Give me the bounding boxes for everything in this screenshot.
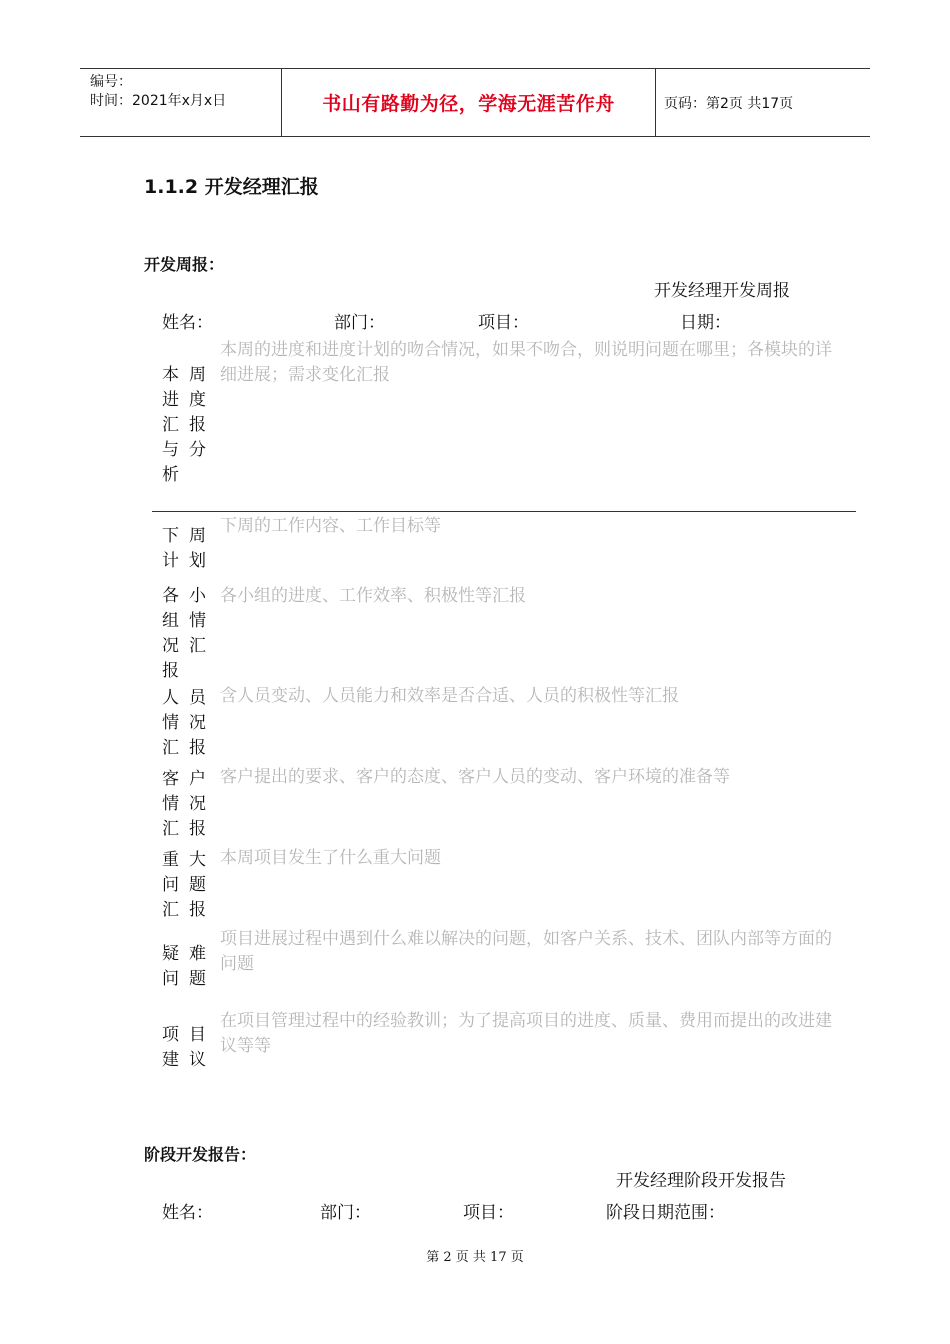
time-label: 时间：2021年x月x日: [90, 93, 227, 109]
row-label-customer: 客户情况汇报: [162, 769, 206, 839]
page-footer: 第 2 页 共 17 页: [426, 1250, 524, 1265]
header-divider: [655, 69, 656, 136]
row-hint-groups: 各小组的进度、工作效率、积极性等汇报: [220, 586, 526, 606]
serial-label: 编号：: [90, 74, 132, 90]
page-header: [80, 68, 870, 137]
header-meta: [90, 73, 226, 111]
weekly-dept-field: 部门：: [334, 313, 385, 333]
row-hint-progress: 本周的进度和进度计划的吻合情况，如果不吻合，则说明问题在哪里；各模块的详细进展；需求变化汇报: [220, 340, 832, 385]
section-title: 1.1.2 开发经理汇报: [144, 176, 319, 198]
row-hint-customer: 客户提出的要求、客户的态度、客户人员的变动、客户环境的准备等: [220, 767, 730, 787]
header-page-info: 页码：第2页 共17页: [664, 96, 794, 112]
row-label-groups: 各小组情况汇报: [162, 586, 206, 681]
row-hint-major-issues: 本周项目发生了什么重大问题: [220, 848, 441, 868]
stage-project-field: 项目：: [463, 1203, 514, 1223]
stage-dept-field: 部门：: [320, 1203, 371, 1223]
weekly-heading: 开发周报：: [144, 255, 225, 274]
weekly-name-field: 姓名：: [162, 313, 213, 333]
row-label-suggestions: 项目建议: [162, 1025, 206, 1070]
row-hint-staff: 含人员变动、人员能力和效率是否合适、人员的积极性等汇报: [220, 686, 679, 706]
row-label-progress: 本周进度汇报与分析: [162, 365, 206, 485]
stage-date-range-field: 阶段日期范围：: [606, 1203, 725, 1223]
weekly-form-title: 开发经理开发周报: [654, 281, 790, 301]
row-label-staff: 人员情况汇报: [162, 688, 206, 758]
weekly-date-field: 日期：: [680, 313, 731, 333]
row-hint-suggestions: 在项目管理过程中的经验教训；为了提高项目的进度、质量、费用而提出的改进建议等等: [220, 1011, 832, 1056]
table-divider: [152, 511, 856, 512]
stage-heading: 阶段开发报告：: [144, 1145, 257, 1164]
stage-name-field: 姓名：: [162, 1203, 213, 1223]
row-hint-next-week: 下周的工作内容、工作目标等: [220, 516, 441, 536]
weekly-project-field: 项目：: [478, 313, 529, 333]
row-label-difficult: 疑难问题: [162, 944, 206, 989]
row-label-next-week: 下周计划: [162, 526, 206, 571]
row-hint-difficult: 项目进展过程中遇到什么难以解决的问题，如客户关系、技术、团队内部等方面的问题: [220, 929, 832, 974]
row-label-major-issues: 重大问题汇报: [162, 850, 206, 920]
header-motto: 书山有路勤为径，学海无涯苦作舟: [322, 93, 615, 115]
stage-form-title: 开发经理阶段开发报告: [616, 1171, 786, 1191]
